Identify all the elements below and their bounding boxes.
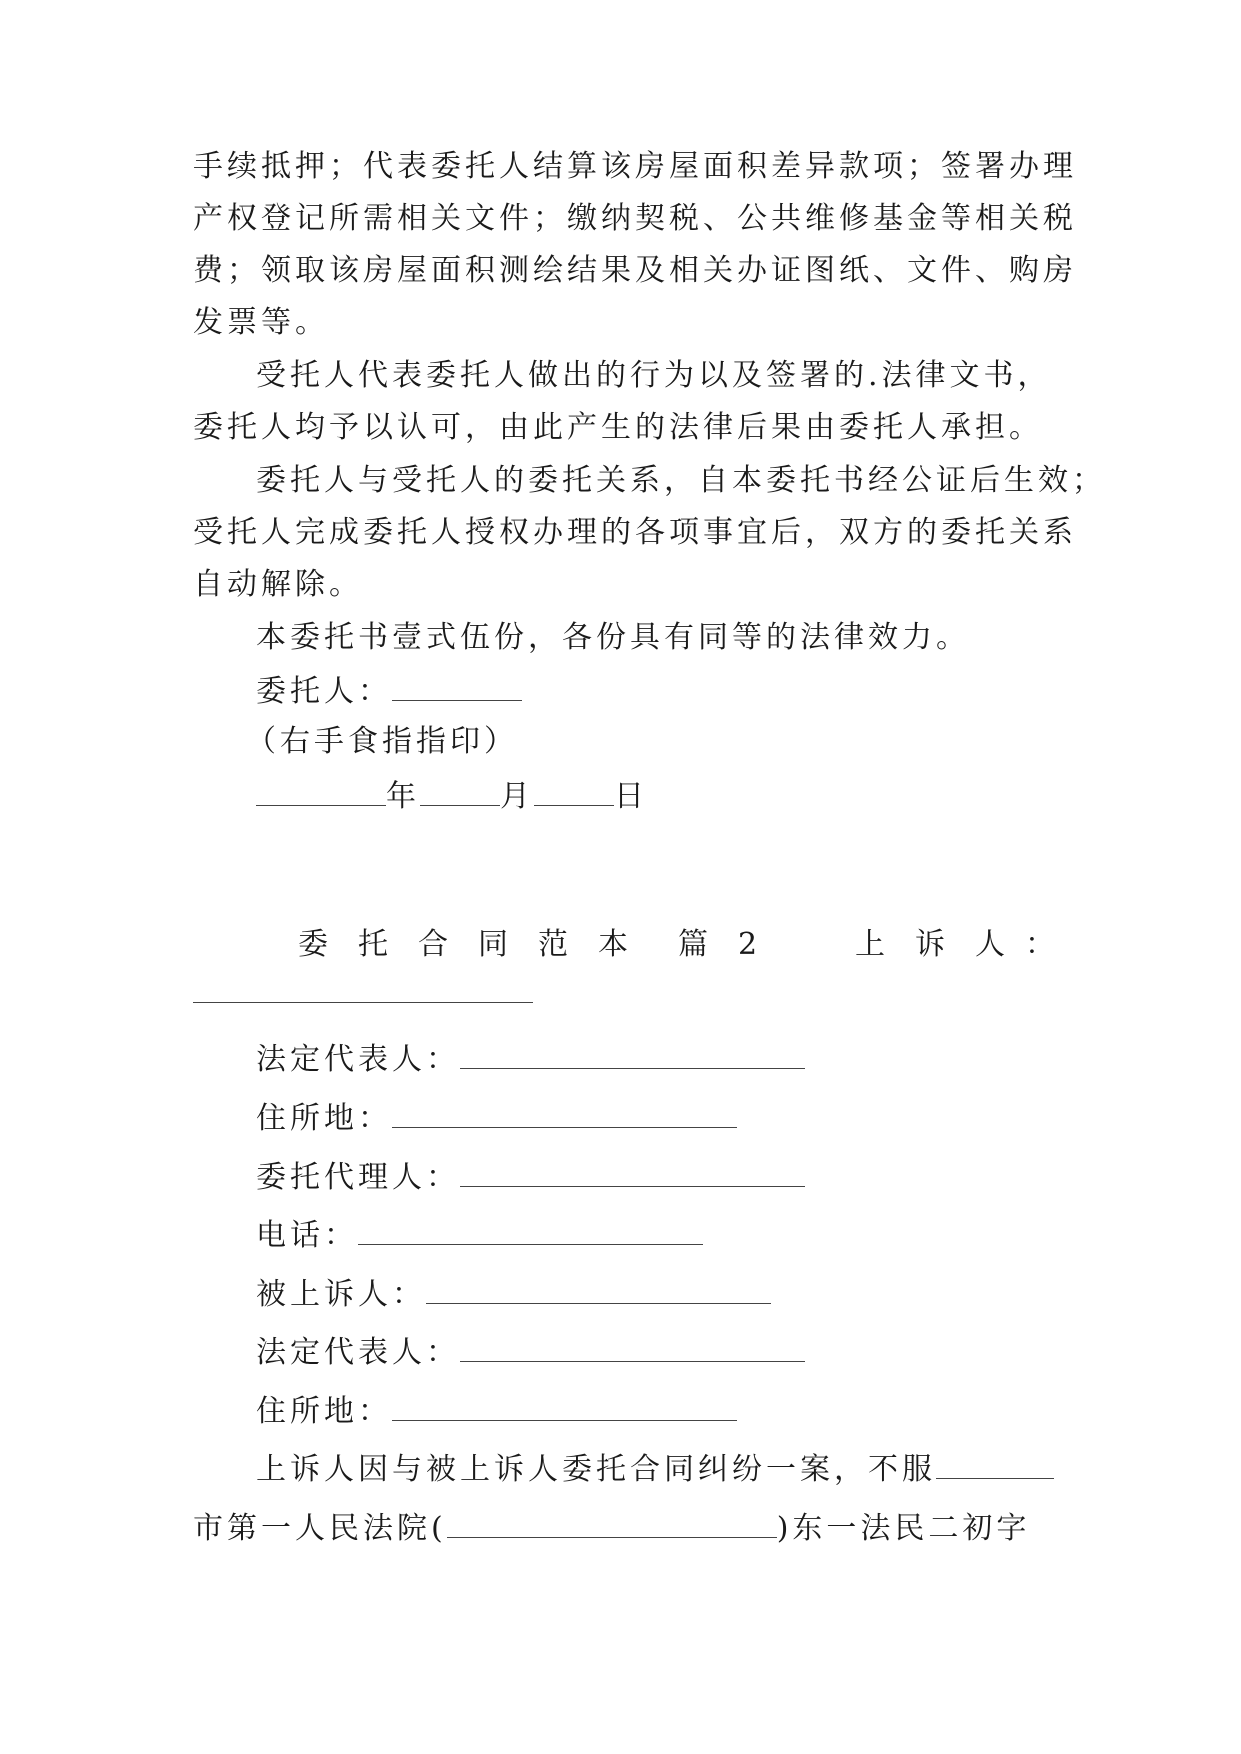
paragraph-line: 受托人完成委托人授权办理的各项事宜后，双方的委托关系 (193, 515, 1077, 550)
closing-text: )东一法民二初字 (776, 1511, 1031, 1546)
address-field (256, 1390, 1053, 1432)
closing-text: 上诉人因与被上诉人委托合同纠纷一案，不服 (256, 1452, 936, 1487)
address-field (256, 1097, 1053, 1139)
title-char: 人 (975, 927, 1005, 962)
phone-blank (358, 1214, 703, 1245)
date-line (256, 775, 1053, 817)
year-blank (256, 775, 386, 806)
agent-label: 委托代理人： (256, 1160, 460, 1195)
legal-rep-label: 法定代表人： (256, 1335, 460, 1370)
legal-rep-field (256, 1331, 1053, 1373)
title-char: 本 (598, 927, 628, 962)
title-char: 范 (538, 927, 568, 962)
address-blank (392, 1097, 737, 1128)
appellant-blank (193, 1002, 533, 1003)
appellee-field (256, 1273, 1053, 1315)
paragraph-line: 费；领取该房屋面积测绘结果及相关办证图纸、文件、购房 (193, 253, 1077, 288)
paragraph-line: 产权登记所需相关文件；缴纳契税、公共维修基金等相关税 (193, 201, 1077, 236)
principal-label: 委托人： (256, 674, 392, 709)
year-label: 年 (386, 779, 420, 814)
paragraph-line: 自动解除。 (193, 567, 363, 602)
phone-field (256, 1214, 1053, 1256)
title-char: 托 (358, 927, 388, 962)
fingerprint-note: （右手食指指印） (246, 724, 518, 759)
paragraph-line: 发票等。 (193, 305, 329, 340)
title-char: 同 (478, 927, 508, 962)
title-char: 诉 (915, 927, 945, 962)
title-char: 2 (738, 927, 758, 962)
paragraph-line: 受托人代表委托人做出的行为以及签署的.法律文书， (256, 358, 1052, 393)
address-label: 住所地： (256, 1101, 392, 1136)
legal-rep-blank (460, 1038, 805, 1069)
title-char: 委 (298, 927, 328, 962)
paragraph-line: 委托人均予以认可，由此产生的法律后果由委托人承担。 (193, 410, 1043, 445)
legal-rep-blank (460, 1331, 805, 1362)
closing-line (256, 1448, 1053, 1490)
day-blank (534, 775, 614, 806)
court-city-blank (936, 1448, 1054, 1479)
appellee-label: 被上诉人： (256, 1277, 426, 1312)
principal-signature-blank (392, 670, 522, 701)
case-number-blank (447, 1507, 777, 1538)
agent-blank (460, 1156, 805, 1187)
closing-text: 市第一人民法院( (193, 1511, 447, 1546)
paragraph-line: 委托人与受托人的委托关系，自本委托书经公证后生效； (256, 463, 1106, 498)
principal-signature-line (256, 670, 1053, 712)
appellee-blank (426, 1273, 771, 1304)
title-char: ： (1025, 927, 1055, 962)
title-char: 篇 (678, 927, 708, 962)
address-blank (392, 1390, 737, 1421)
closing-line (193, 1507, 1053, 1549)
month-blank (420, 775, 500, 806)
legal-rep-field (256, 1038, 1053, 1080)
legal-rep-label: 法定代表人： (256, 1042, 460, 1077)
title-char: 合 (418, 927, 448, 962)
day-label: 日 (614, 779, 648, 814)
address-label: 住所地： (256, 1394, 392, 1429)
paragraph-line: 手续抵押；代表委托人结算该房屋面积差异款项；签署办理 (193, 149, 1077, 184)
phone-label: 电话： (256, 1218, 358, 1253)
title-char: 上 (855, 927, 885, 962)
month-label: 月 (500, 779, 534, 814)
paragraph-line: 本委托书壹式伍份，各份具有同等的法律效力。 (256, 620, 970, 655)
agent-field (256, 1156, 1053, 1198)
